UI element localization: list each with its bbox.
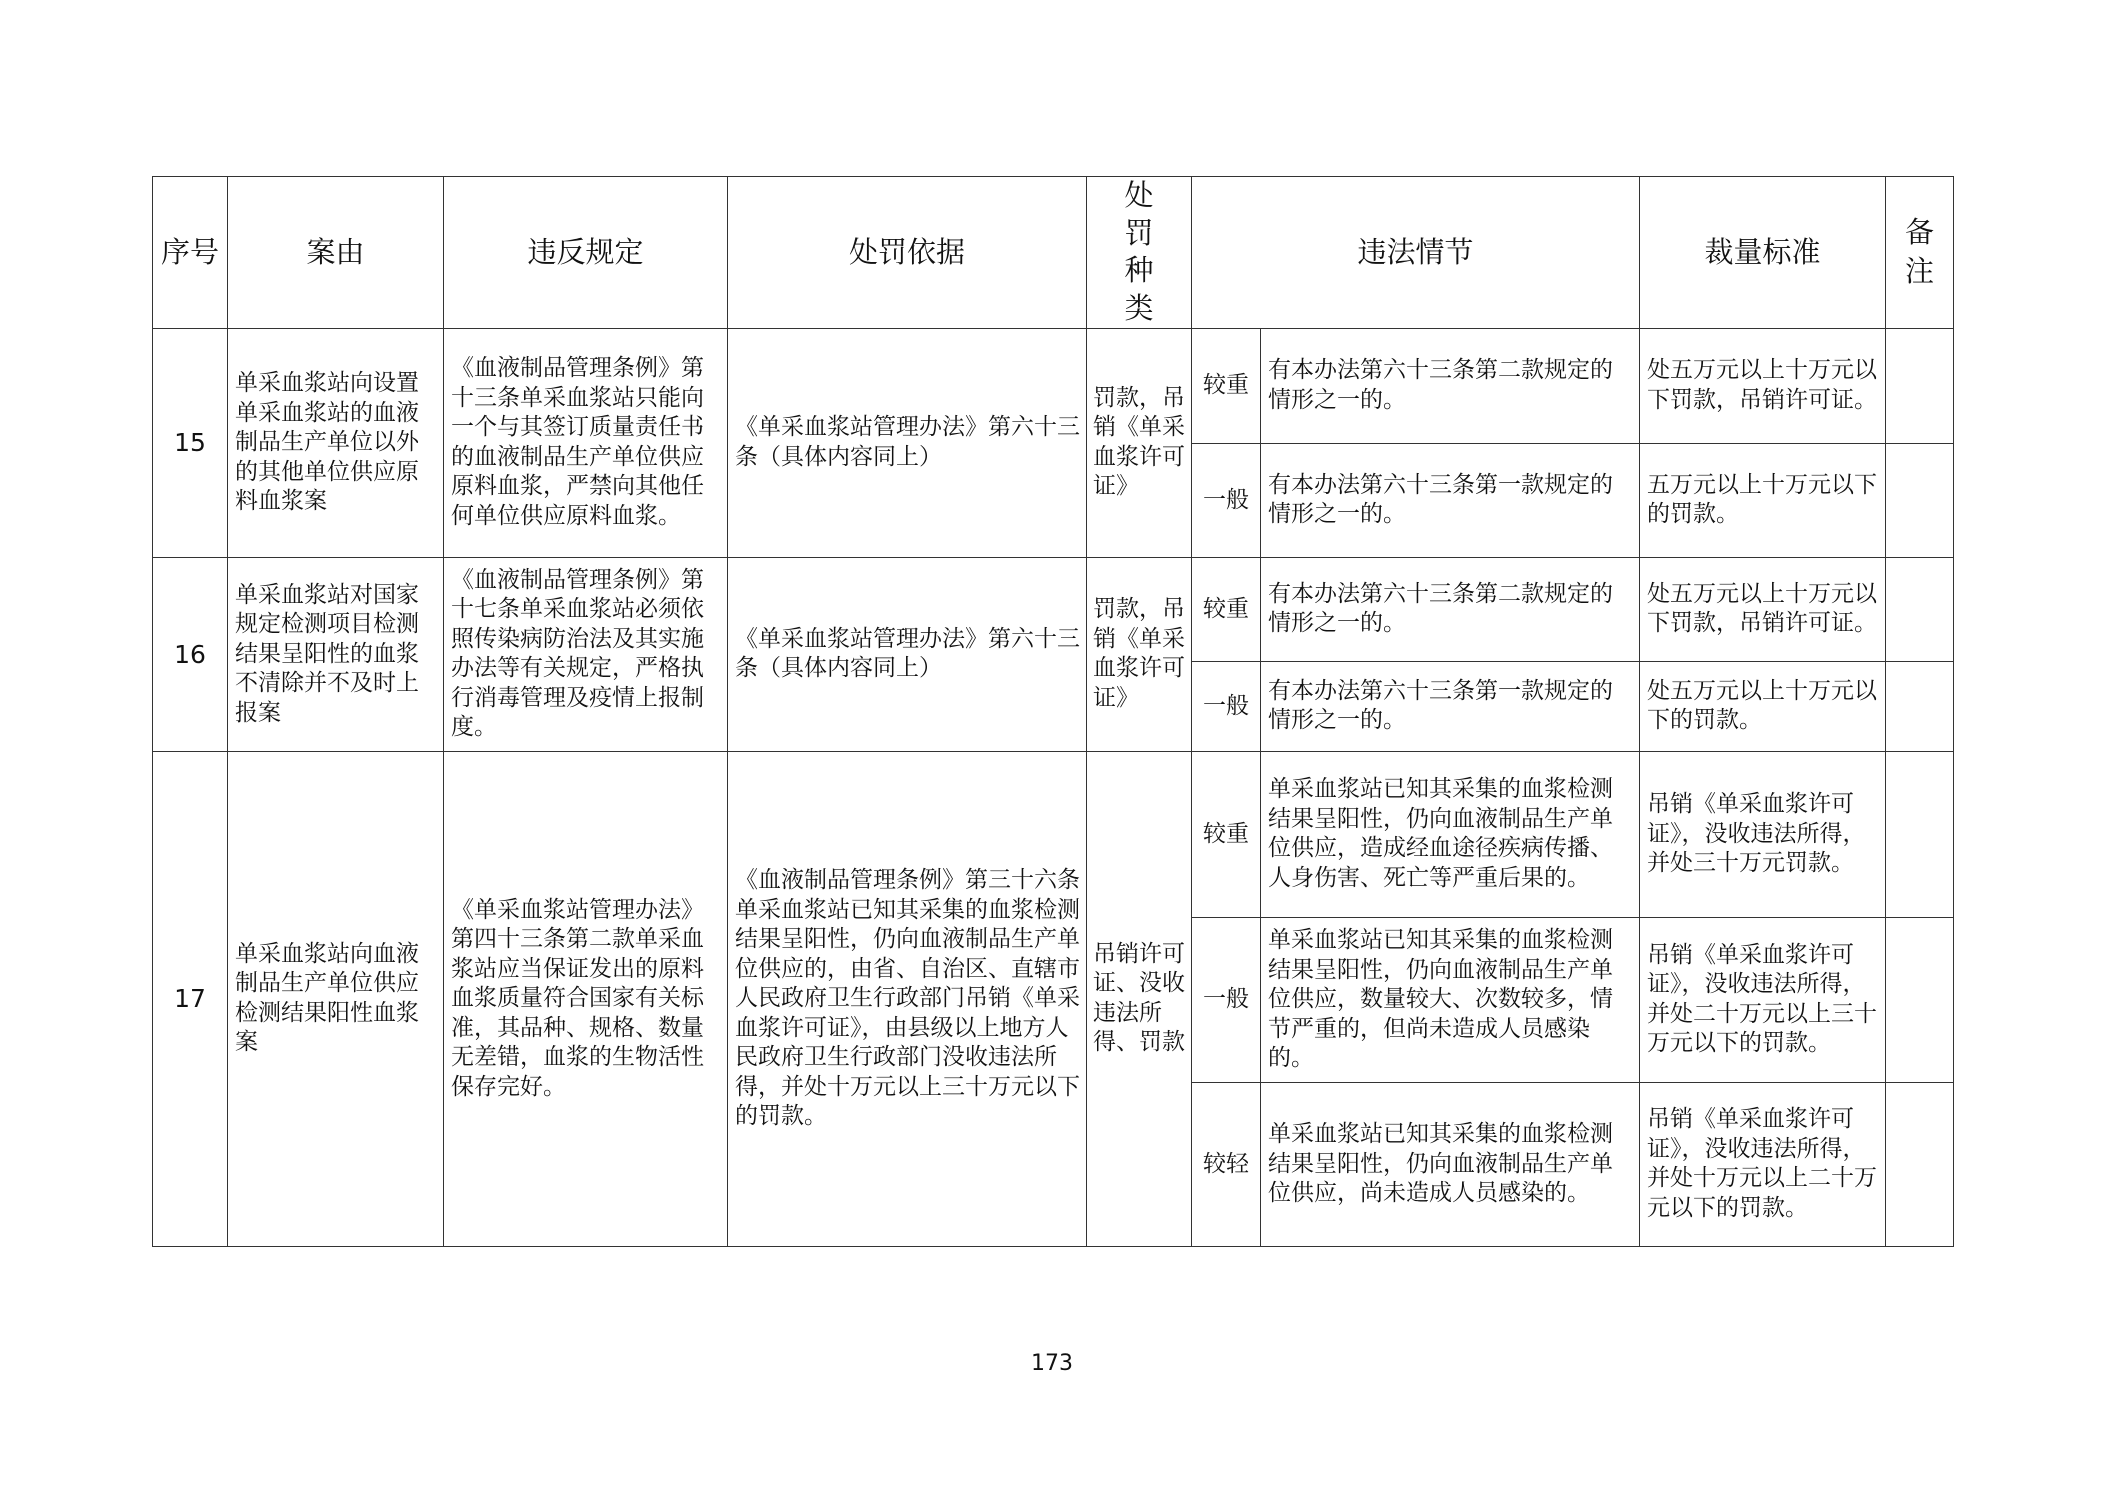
- row-violated-rule-text: 《血液制品管理条例》第十七条单采血浆站必须依照传染病防治法及其实施办法等有关规定，严格执行消毒管理及疫情上报制度。: [451, 566, 704, 741]
- page-number: 173: [1031, 1351, 1073, 1376]
- row-standard: [1640, 328, 1886, 443]
- row-standard-text: 吊销《单采血浆许可证》，没收违法所得，并处二十万元以上三十万元以下的罚款。: [1647, 941, 1878, 1057]
- row-standard-text: 吊销《单采血浆许可证》，没收违法所得，并处三十万元罚款。: [1647, 791, 1866, 876]
- row-standard: [1640, 557, 1886, 661]
- row-standard: [1640, 751, 1886, 917]
- row-violated-rule-text: 《单采血浆站管理办法》第四十三条第二款单采血浆站应当保证发出的原料血浆质量符合国家有关标准，其品种、规格、数量无差错，血浆的生物活性保存完好。: [451, 896, 704, 1100]
- row-violated-rule: [444, 751, 728, 1246]
- table-row: [153, 557, 1954, 661]
- row-circumstance-text: 有本办法第六十三条第一款规定的情形之一的。: [1268, 677, 1613, 734]
- table-header-row: [153, 177, 1954, 329]
- row-case-text: 单采血浆站向设置单采血浆站的血液制品生产单位以外的其他单位供应原料血浆案: [235, 370, 419, 514]
- row-remark: [1886, 443, 1954, 557]
- row-circumstance: [1261, 661, 1640, 751]
- row-remark: [1886, 557, 1954, 661]
- row-circumstance: [1261, 751, 1640, 917]
- row-circumstance: [1261, 557, 1640, 661]
- row-kind-text: 罚款，吊销《单采血浆许可证》: [1093, 384, 1185, 500]
- row-circumstance: [1261, 1082, 1640, 1246]
- row-circumstance-text: 单采血浆站已知其采集的血浆检测结果呈阳性，仍向血液制品生产单位供应，数量较大、次数较多，情节严重的，但尚未造成人员感染的。: [1268, 927, 1613, 1071]
- row-basis: [728, 328, 1087, 557]
- row-seq: 15: [153, 328, 228, 557]
- table-row: [153, 328, 1954, 443]
- row-kind: [1087, 328, 1192, 557]
- row-level: 较重: [1192, 557, 1261, 661]
- row-level: 较重: [1192, 328, 1261, 443]
- row-kind-text: 罚款，吊销《单采血浆许可证》: [1093, 596, 1185, 711]
- row-basis: [728, 751, 1087, 1246]
- row-seq: 17: [153, 751, 228, 1246]
- header-standard: 裁量标准: [1640, 177, 1886, 329]
- table-row: [153, 751, 1954, 917]
- row-circumstance-text: 有本办法第六十三条第一款规定的情形之一的。: [1268, 471, 1613, 528]
- row-basis-text: 《单采血浆站管理办法》第六十三条（具体内容同上）: [735, 625, 1080, 682]
- row-circumstance-text: 有本办法第六十三条第二款规定的情形之一的。: [1268, 580, 1613, 637]
- row-standard: [1640, 443, 1886, 557]
- row-remark: [1886, 917, 1954, 1082]
- row-circumstance: [1261, 443, 1640, 557]
- row-circumstance: [1261, 328, 1640, 443]
- header-kind-label: 处罚种类: [1124, 178, 1154, 326]
- row-kind: [1087, 751, 1192, 1246]
- header-case: 案由: [228, 177, 444, 329]
- row-basis-text: 《血液制品管理条例》第三十六条单采血浆站已知其采集的血浆检测结果呈阳性，仍向血液制品生产单位供应的，由省、自治区、直辖市人民政府卫生行政部门吊销《单采血浆许可证》，由县级以上地方人民政府卫生行政部门没收违法所得，并处十万元以上三十万元以下的罚款。: [735, 867, 1080, 1129]
- row-basis: [728, 557, 1087, 751]
- row-standard-text: 处五万元以上十万元以下罚款，吊销许可证。: [1647, 357, 1878, 413]
- row-remark: [1886, 1082, 1954, 1246]
- row-standard-text: 吊销《单采血浆许可证》，没收违法所得，并处十万元以上二十万元以下的罚款。: [1647, 1106, 1878, 1221]
- row-violated-rule: [444, 557, 728, 751]
- row-remark: [1886, 751, 1954, 917]
- row-case: [228, 328, 444, 557]
- row-kind-text: 吊销许可证、没收违法所得、罚款: [1093, 940, 1185, 1056]
- row-case-text: 单采血浆站向血液制品生产单位供应检测结果阳性血浆案: [235, 940, 419, 1056]
- row-level: 较轻: [1192, 1082, 1261, 1246]
- row-basis-text: 《单采血浆站管理办法》第六十三条（具体内容同上）: [735, 414, 1080, 470]
- header-circumstance: 违法情节: [1192, 177, 1640, 329]
- row-circumstance-text: 单采血浆站已知其采集的血浆检测结果呈阳性，仍向血液制品生产单位供应，造成经血途径疾病传播、人身伤害、死亡等严重后果的。: [1268, 776, 1613, 891]
- row-remark: [1886, 328, 1954, 443]
- row-case: [228, 557, 444, 751]
- header-seq: 序号: [153, 177, 228, 329]
- row-circumstance-text: 有本办法第六十三条第二款规定的情形之一的。: [1268, 357, 1613, 413]
- row-standard-text: 五万元以上十万元以下的罚款。: [1647, 471, 1878, 528]
- row-level: 一般: [1192, 661, 1261, 751]
- row-standard: [1640, 1082, 1886, 1246]
- row-case: [228, 751, 444, 1246]
- row-level: 一般: [1192, 917, 1261, 1082]
- row-standard-text: 处五万元以上十万元以下的罚款。: [1647, 677, 1878, 734]
- row-standard: [1640, 661, 1886, 751]
- row-kind: [1087, 557, 1192, 751]
- row-circumstance-text: 单采血浆站已知其采集的血浆检测结果呈阳性，仍向血液制品生产单位供应，尚未造成人员感染的。: [1268, 1121, 1613, 1206]
- row-level: 一般: [1192, 443, 1261, 557]
- row-violated-rule: [444, 328, 728, 557]
- row-case-text: 单采血浆站对国家规定检测项目检测结果呈阳性的血浆不清除并不及时上报案: [235, 581, 419, 726]
- header-violated-rule: 违反规定: [444, 177, 728, 329]
- row-standard-text: 处五万元以上十万元以下罚款，吊销许可证。: [1647, 580, 1878, 637]
- penalty-discretion-table: [152, 176, 1954, 1247]
- header-basis: 处罚依据: [728, 177, 1087, 329]
- row-remark: [1886, 661, 1954, 751]
- header-kind: [1087, 177, 1192, 329]
- row-standard: [1640, 917, 1886, 1082]
- row-violated-rule-text: 《血液制品管理条例》第十三条单采血浆站只能向一个与其签订质量责任书的血液制品生产单位供应原料血浆，严禁向其他任何单位供应原料血浆。: [451, 355, 704, 529]
- header-remark: [1886, 177, 1954, 329]
- row-circumstance: [1261, 917, 1640, 1082]
- header-remark-label: 备注: [1905, 215, 1935, 289]
- row-seq: 16: [153, 557, 228, 751]
- row-level: 较重: [1192, 751, 1261, 917]
